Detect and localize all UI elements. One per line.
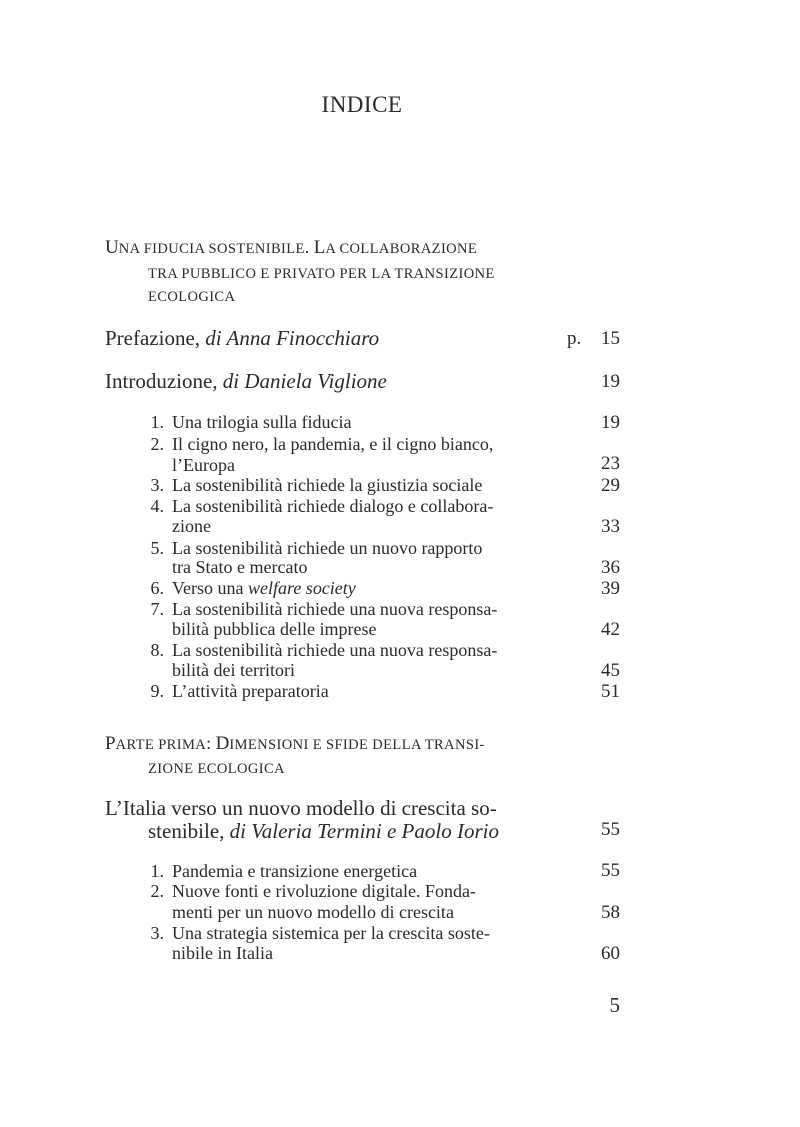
toc-item-text: Una strategia sistemica per la crescita soste- — [172, 923, 490, 943]
toc-item-text: Una trilogia sulla fiducia — [172, 412, 352, 432]
toc-page-number: 42 — [601, 619, 620, 640]
toc-page-number: 55 — [601, 819, 620, 840]
toc-item-number: 2. — [150, 881, 164, 901]
toc-page-number: 19 — [601, 412, 620, 433]
toc-item-text: tra Stato e mercato — [172, 557, 308, 577]
part-heading-line-2: ZIONE ECOLOGICA — [148, 761, 285, 777]
toc-item-text: Verso una welfare society — [172, 578, 356, 598]
page-prefix-label: p. — [567, 328, 582, 349]
folio-page-number: 5 — [609, 993, 620, 1017]
toc-item-number: 1. — [150, 861, 164, 881]
toc-item-number: 9. — [150, 681, 164, 701]
toc-item-number: 3. — [150, 475, 164, 495]
section-heading-line-3: ECOLOGICA — [148, 289, 236, 305]
toc-page-number: 58 — [601, 902, 620, 923]
toc-page-number: 60 — [601, 943, 620, 964]
toc-item-text: Il cigno nero, la pandemia, e il cigno bianco, — [172, 434, 494, 454]
toc-item-text: L’attività preparatoria — [172, 681, 329, 701]
toc-item-number: 4. — [150, 496, 164, 516]
toc-page-number: 23 — [601, 453, 620, 474]
toc-item-text: La sostenibilità richiede dialogo e collabora- — [172, 496, 494, 516]
toc-page-number: 51 — [601, 681, 620, 702]
toc-page-number: 19 — [601, 371, 620, 392]
toc-item-text: nibile in Italia — [172, 943, 273, 963]
toc-item-text: bilità pubblica delle imprese — [172, 619, 377, 639]
toc-item-number: 6. — [150, 578, 164, 598]
toc-entry-prefazione: Prefazione, di Anna Finocchiaro — [105, 326, 380, 350]
section-heading-line-1: UNA FIDUCIA SOSTENIBILE. LA COLLABORAZIONE — [105, 237, 478, 258]
toc-item-text: La sostenibilità richiede la giustizia sociale — [172, 475, 483, 495]
toc-item-text: La sostenibilità richiede una nuova responsa- — [172, 599, 498, 619]
toc-item-text: bilità dei territori — [172, 660, 295, 680]
toc-item-text: Pandemia e transizione energetica — [172, 861, 418, 881]
toc-entry-chapter-line-2: stenibile, di Valeria Termini e Paolo Iorio — [148, 819, 499, 843]
toc-entry-chapter: L’Italia verso un nuovo modello di crescita so- — [105, 796, 497, 820]
toc-page-number: 45 — [601, 660, 620, 681]
toc-page-number: 36 — [601, 557, 620, 578]
toc-item-number: 7. — [150, 599, 164, 619]
section-heading-line-2: TRA PUBBLICO E PRIVATO PER LA TRANSIZIONE — [148, 266, 495, 282]
toc-page-number: 55 — [601, 860, 620, 881]
part-heading-line-1: PARTE PRIMA: DIMENSIONI E SFIDE DELLA TRANSI- — [105, 733, 485, 754]
toc-item-text: menti per un nuovo modello di crescita — [172, 902, 454, 922]
toc-item-text: La sostenibilità richiede una nuova responsa- — [172, 640, 498, 660]
toc-page-number: 15 — [601, 328, 620, 349]
toc-item-text: zione — [172, 516, 211, 536]
toc-item-number: 5. — [150, 538, 164, 558]
toc-item-text: l’Europa — [172, 455, 235, 475]
toc-item-text: Nuove fonti e rivoluzione digitale. Fonda- — [172, 881, 476, 901]
toc-item-text: La sostenibilità richiede un nuovo rapporto — [172, 538, 483, 558]
page-title: INDICE — [321, 92, 403, 117]
toc-page-number: 33 — [601, 516, 620, 537]
toc-item-number: 8. — [150, 640, 164, 660]
toc-entry-introduzione: Introduzione, di Daniela Viglione — [105, 369, 387, 393]
toc-page-number: 29 — [601, 475, 620, 496]
toc-item-number: 3. — [150, 923, 164, 943]
toc-item-number: 2. — [150, 434, 164, 454]
toc-page-number: 39 — [601, 578, 620, 599]
toc-item-number: 1. — [150, 412, 164, 432]
